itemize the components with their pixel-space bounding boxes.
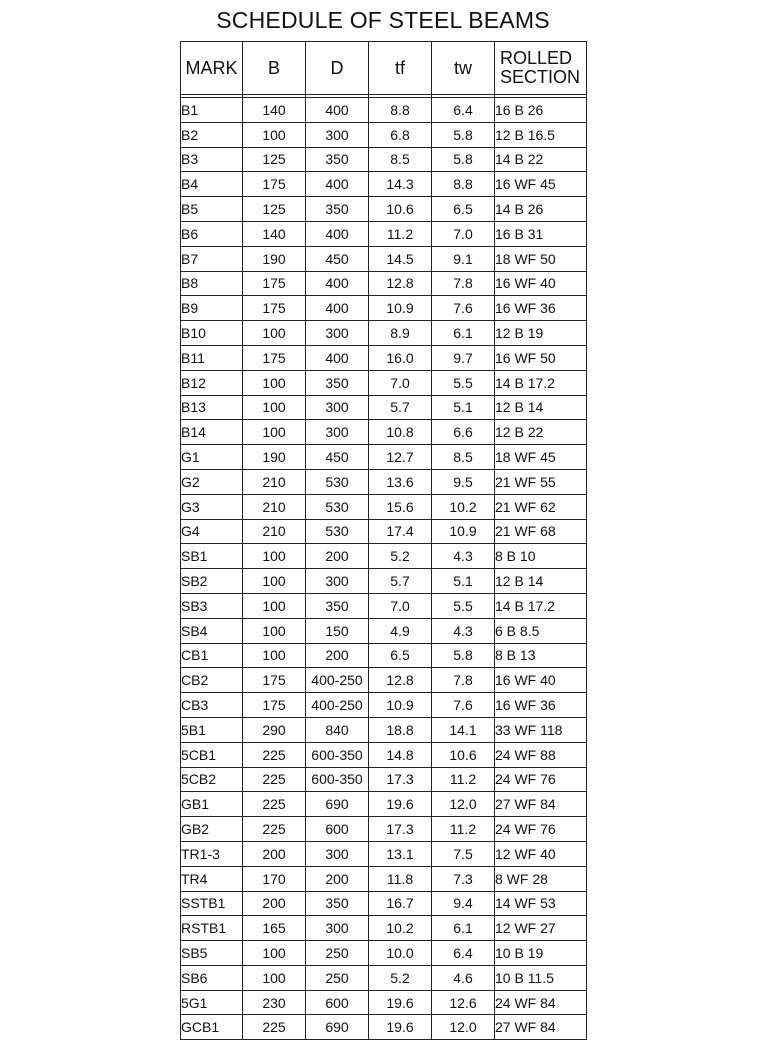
header-rolled-line1: ROLLED [500,48,573,68]
cell-tf: 11.2 [369,221,432,246]
cell-mark: B9 [181,296,243,321]
cell-mark: 5CB2 [181,767,243,792]
cell-rolled-section: 14 B 17.2 [495,370,587,395]
table-row [181,965,587,990]
table-row [181,147,587,172]
cell-rolled-section: 21 WF 68 [495,519,587,544]
cell-d: 250 [306,941,369,966]
cell-tw: 5.1 [432,569,495,594]
header-tw: tw [432,42,495,95]
cell-b: 190 [243,445,306,470]
cell-d: 400-250 [306,668,369,693]
cell-tw: 4.3 [432,544,495,569]
cell-mark: B3 [181,147,243,172]
table-row [181,370,587,395]
cell-d: 400 [306,296,369,321]
cell-tw: 9.4 [432,891,495,916]
cell-tf: 5.7 [369,569,432,594]
cell-mark: B8 [181,271,243,296]
cell-tf: 16.7 [369,891,432,916]
cell-rolled-section: 12 B 22 [495,420,587,445]
cell-mark: B13 [181,395,243,420]
table-row [181,817,587,842]
cell-d: 690 [306,1015,369,1040]
cell-mark: B1 [181,98,243,123]
table-row [181,717,587,742]
cell-tw: 10.9 [432,519,495,544]
table-row [181,494,587,519]
cell-mark: B6 [181,221,243,246]
header-b: B [243,42,306,95]
cell-tw: 10.6 [432,742,495,767]
table-row [181,321,587,346]
table-row [181,271,587,296]
cell-b: 100 [243,420,306,445]
cell-b: 290 [243,717,306,742]
cell-b: 140 [243,98,306,123]
cell-tw: 7.6 [432,296,495,321]
cell-d: 600-350 [306,767,369,792]
cell-rolled-section: 24 WF 88 [495,742,587,767]
cell-tw: 5.8 [432,147,495,172]
cell-tw: 12.0 [432,792,495,817]
cell-b: 175 [243,296,306,321]
cell-b: 100 [243,965,306,990]
cell-d: 450 [306,445,369,470]
cell-tw: 11.2 [432,817,495,842]
cell-rolled-section: 10 B 11.5 [495,965,587,990]
cell-d: 350 [306,891,369,916]
cell-mark: 5G1 [181,990,243,1015]
cell-rolled-section: 33 WF 118 [495,717,587,742]
cell-d: 400-250 [306,693,369,718]
cell-b: 210 [243,469,306,494]
cell-d: 350 [306,593,369,618]
cell-mark: G4 [181,519,243,544]
cell-rolled-section: 16 WF 40 [495,271,587,296]
table-row [181,792,587,817]
header-d: D [306,42,369,95]
cell-mark: GCB1 [181,1015,243,1040]
cell-b: 100 [243,618,306,643]
cell-rolled-section: 27 WF 84 [495,792,587,817]
cell-tw: 9.1 [432,246,495,271]
table-row [181,420,587,445]
table-row [181,569,587,594]
cell-rolled-section: 27 WF 84 [495,1015,587,1040]
cell-tf: 19.6 [369,1015,432,1040]
cell-mark: SB3 [181,593,243,618]
cell-tf: 7.0 [369,370,432,395]
cell-tf: 5.2 [369,965,432,990]
cell-rolled-section: 16 WF 45 [495,172,587,197]
cell-d: 450 [306,246,369,271]
cell-tw: 10.2 [432,494,495,519]
header-rolled-section [495,42,587,95]
cell-d: 300 [306,321,369,346]
cell-d: 350 [306,370,369,395]
cell-rolled-section: 14 B 22 [495,147,587,172]
cell-tf: 19.6 [369,792,432,817]
table-row [181,395,587,420]
cell-mark: B4 [181,172,243,197]
cell-b: 100 [243,122,306,147]
cell-b: 100 [243,569,306,594]
table-row [181,891,587,916]
cell-tw: 12.0 [432,1015,495,1040]
cell-mark: GB1 [181,792,243,817]
cell-tf: 19.6 [369,990,432,1015]
cell-tw: 8.8 [432,172,495,197]
cell-mark: SB6 [181,965,243,990]
cell-b: 225 [243,817,306,842]
cell-rolled-section: 24 WF 76 [495,767,587,792]
cell-rolled-section: 21 WF 62 [495,494,587,519]
cell-mark: RSTB1 [181,916,243,941]
cell-rolled-section: 16 WF 40 [495,668,587,693]
cell-mark: SB1 [181,544,243,569]
header-mark: MARK [181,42,243,95]
cell-b: 175 [243,693,306,718]
table-row [181,990,587,1015]
cell-d: 400 [306,345,369,370]
cell-mark: B7 [181,246,243,271]
cell-b: 100 [243,643,306,668]
cell-rolled-section: 14 B 26 [495,197,587,222]
table-row [181,296,587,321]
cell-d: 840 [306,717,369,742]
cell-tf: 8.9 [369,321,432,346]
cell-b: 210 [243,494,306,519]
cell-tf: 15.6 [369,494,432,519]
table-row [181,122,587,147]
cell-tf: 12.8 [369,271,432,296]
cell-mark: G1 [181,445,243,470]
cell-mark: B14 [181,420,243,445]
cell-rolled-section: 16 WF 50 [495,345,587,370]
cell-b: 175 [243,345,306,370]
schedule-title: SCHEDULE OF STEEL BEAMS [216,7,550,33]
cell-rolled-section: 14 B 17.2 [495,593,587,618]
cell-mark: 5B1 [181,717,243,742]
cell-d: 690 [306,792,369,817]
table-row [181,593,587,618]
cell-d: 300 [306,841,369,866]
cell-d: 300 [306,420,369,445]
cell-tw: 7.3 [432,866,495,891]
cell-tw: 4.6 [432,965,495,990]
table-row [181,172,587,197]
cell-b: 125 [243,197,306,222]
cell-b: 100 [243,544,306,569]
cell-b: 225 [243,742,306,767]
cell-d: 200 [306,866,369,891]
cell-tf: 10.9 [369,693,432,718]
cell-tf: 14.3 [369,172,432,197]
table-row [181,668,587,693]
cell-mark: CB2 [181,668,243,693]
cell-b: 100 [243,321,306,346]
cell-mark: SB4 [181,618,243,643]
cell-b: 200 [243,891,306,916]
table-row [181,1015,587,1040]
cell-d: 150 [306,618,369,643]
cell-tf: 10.6 [369,197,432,222]
cell-d: 300 [306,395,369,420]
cell-b: 140 [243,221,306,246]
table-row [181,345,587,370]
cell-rolled-section: 12 WF 40 [495,841,587,866]
cell-tw: 6.5 [432,197,495,222]
table-row [181,544,587,569]
cell-rolled-section: 14 WF 53 [495,891,587,916]
cell-rolled-section: 16 WF 36 [495,296,587,321]
cell-mark: 5CB1 [181,742,243,767]
cell-rolled-section: 16 B 26 [495,98,587,123]
cell-b: 170 [243,866,306,891]
cell-rolled-section: 6 B 8.5 [495,618,587,643]
cell-tf: 17.3 [369,817,432,842]
cell-mark: G2 [181,469,243,494]
cell-b: 190 [243,246,306,271]
cell-d: 300 [306,569,369,594]
cell-tf: 5.2 [369,544,432,569]
steel-beam-schedule-table [180,41,587,1040]
cell-b: 175 [243,271,306,296]
table-row [181,221,587,246]
cell-tf: 7.0 [369,593,432,618]
table-row [181,841,587,866]
cell-tw: 11.2 [432,767,495,792]
table-row [181,246,587,271]
cell-tw: 5.8 [432,122,495,147]
table-row [181,643,587,668]
cell-mark: G3 [181,494,243,519]
cell-d: 400 [306,172,369,197]
cell-tw: 8.5 [432,445,495,470]
cell-b: 225 [243,1015,306,1040]
cell-d: 250 [306,965,369,990]
cell-tf: 14.8 [369,742,432,767]
cell-mark: B11 [181,345,243,370]
cell-d: 600 [306,817,369,842]
cell-d: 530 [306,469,369,494]
cell-d: 530 [306,519,369,544]
cell-d: 600-350 [306,742,369,767]
cell-rolled-section: 18 WF 50 [495,246,587,271]
cell-b: 230 [243,990,306,1015]
cell-tf: 17.3 [369,767,432,792]
cell-mark: TR4 [181,866,243,891]
cell-b: 100 [243,593,306,618]
cell-tf: 6.5 [369,643,432,668]
cell-d: 200 [306,643,369,668]
cell-tw: 7.6 [432,693,495,718]
cell-mark: B2 [181,122,243,147]
cell-tw: 7.5 [432,841,495,866]
cell-d: 600 [306,990,369,1015]
table-row [181,519,587,544]
cell-tf: 10.0 [369,941,432,966]
cell-b: 225 [243,767,306,792]
cell-tf: 16.0 [369,345,432,370]
cell-d: 300 [306,916,369,941]
cell-tw: 6.4 [432,941,495,966]
table-row [181,197,587,222]
cell-tw: 7.8 [432,271,495,296]
cell-tw: 6.1 [432,321,495,346]
cell-b: 210 [243,519,306,544]
cell-tf: 12.8 [369,668,432,693]
cell-tf: 11.8 [369,866,432,891]
cell-tw: 7.0 [432,221,495,246]
cell-mark: TR1-3 [181,841,243,866]
table-row [181,469,587,494]
header-row [181,42,587,95]
cell-tf: 8.5 [369,147,432,172]
cell-b: 165 [243,916,306,941]
header-rolled-line2: SECTION [500,67,581,87]
cell-b: 200 [243,841,306,866]
cell-b: 225 [243,792,306,817]
cell-d: 350 [306,147,369,172]
table-row [181,742,587,767]
cell-mark: B12 [181,370,243,395]
table-body [181,98,587,1040]
cell-tf: 13.6 [369,469,432,494]
cell-mark: B10 [181,321,243,346]
cell-tf: 14.5 [369,246,432,271]
cell-tw: 7.8 [432,668,495,693]
cell-rolled-section: 8 B 13 [495,643,587,668]
cell-tw: 4.3 [432,618,495,643]
cell-tw: 5.5 [432,593,495,618]
cell-tw: 5.5 [432,370,495,395]
cell-tw: 9.7 [432,345,495,370]
cell-tw: 12.6 [432,990,495,1015]
cell-mark: SSTB1 [181,891,243,916]
cell-rolled-section: 24 WF 84 [495,990,587,1015]
header-tf: tf [369,42,432,95]
cell-tf: 4.9 [369,618,432,643]
table-row [181,866,587,891]
table-row [181,941,587,966]
cell-rolled-section: 24 WF 76 [495,817,587,842]
cell-d: 300 [306,122,369,147]
cell-tf: 5.7 [369,395,432,420]
cell-b: 175 [243,172,306,197]
cell-b: 175 [243,668,306,693]
cell-tf: 8.8 [369,98,432,123]
cell-rolled-section: 16 B 31 [495,221,587,246]
cell-tf: 10.2 [369,916,432,941]
cell-rolled-section: 12 B 14 [495,569,587,594]
cell-b: 100 [243,370,306,395]
cell-d: 400 [306,98,369,123]
cell-tf: 17.4 [369,519,432,544]
cell-tw: 6.4 [432,98,495,123]
cell-tw: 9.5 [432,469,495,494]
cell-mark: B5 [181,197,243,222]
cell-mark: CB1 [181,643,243,668]
table-row [181,445,587,470]
cell-tf: 18.8 [369,717,432,742]
cell-b: 100 [243,395,306,420]
table-row [181,618,587,643]
cell-rolled-section: 8 B 10 [495,544,587,569]
cell-tw: 5.8 [432,643,495,668]
cell-rolled-section: 12 B 19 [495,321,587,346]
cell-rolled-section: 10 B 19 [495,941,587,966]
table-row [181,693,587,718]
table-row [181,916,587,941]
cell-tw: 5.1 [432,395,495,420]
cell-rolled-section: 18 WF 45 [495,445,587,470]
cell-d: 530 [306,494,369,519]
cell-tf: 6.8 [369,122,432,147]
cell-tf: 10.9 [369,296,432,321]
cell-d: 200 [306,544,369,569]
table-row [181,767,587,792]
cell-mark: SB2 [181,569,243,594]
cell-d: 350 [306,197,369,222]
cell-mark: GB2 [181,817,243,842]
cell-tw: 14.1 [432,717,495,742]
cell-tw: 6.6 [432,420,495,445]
cell-d: 400 [306,271,369,296]
cell-rolled-section: 12 WF 27 [495,916,587,941]
cell-rolled-section: 8 WF 28 [495,866,587,891]
table-row [181,98,587,123]
cell-tf: 13.1 [369,841,432,866]
cell-b: 125 [243,147,306,172]
cell-tw: 6.1 [432,916,495,941]
cell-mark: CB3 [181,693,243,718]
cell-tf: 10.8 [369,420,432,445]
cell-b: 100 [243,941,306,966]
cell-rolled-section: 21 WF 55 [495,469,587,494]
cell-rolled-section: 12 B 14 [495,395,587,420]
cell-rolled-section: 12 B 16.5 [495,122,587,147]
cell-d: 400 [306,221,369,246]
cell-rolled-section: 16 WF 36 [495,693,587,718]
cell-tf: 12.7 [369,445,432,470]
table-header [181,42,587,98]
cell-mark: SB5 [181,941,243,966]
